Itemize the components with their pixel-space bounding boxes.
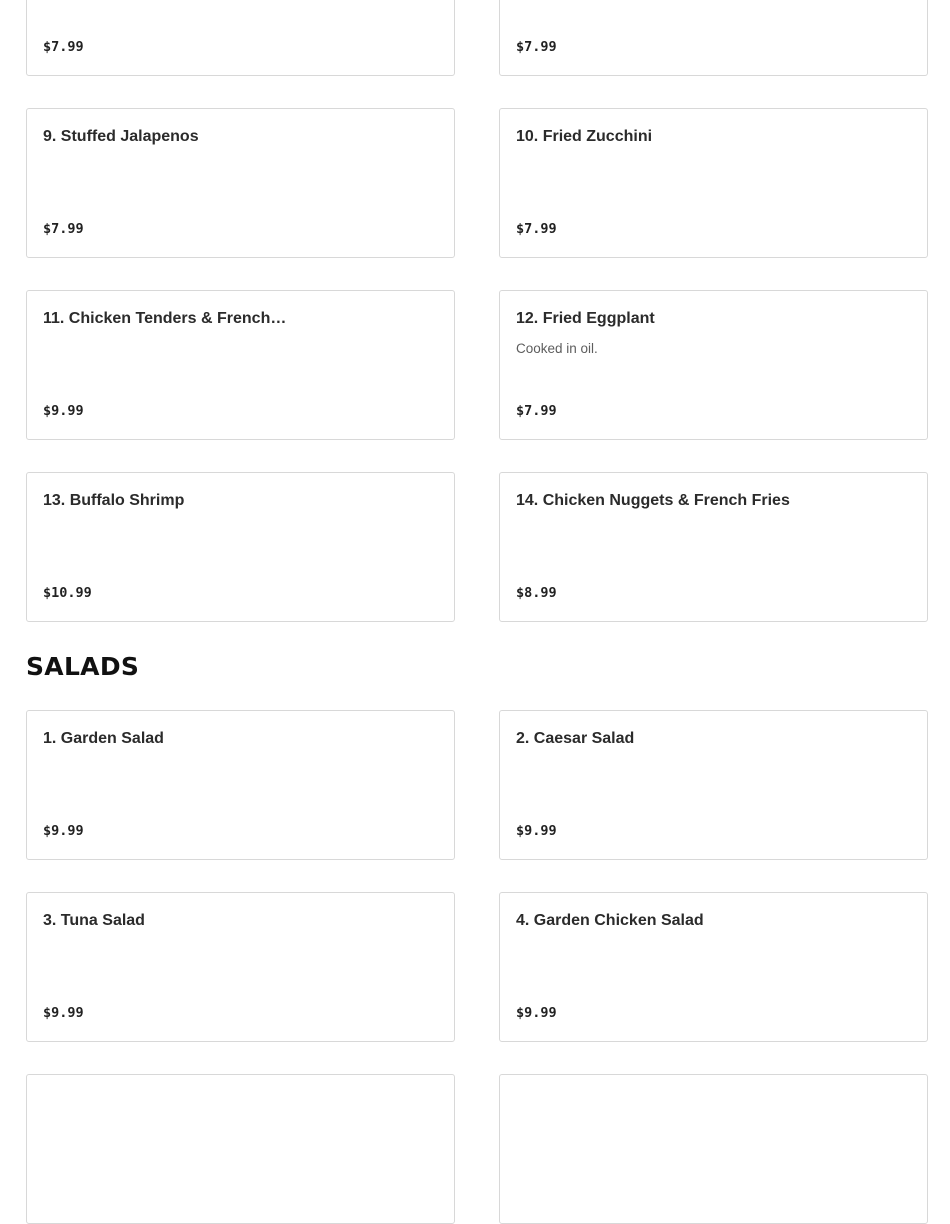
- menu-item-card[interactable]: [26, 710, 455, 860]
- menu-item-price: $9.99: [43, 823, 84, 839]
- menu-item-name: 11. Chicken Tenders & French…: [43, 310, 287, 327]
- menu-item-card[interactable]: [26, 892, 455, 1042]
- menu-item-price: $7.99: [516, 39, 557, 55]
- menu-item-name: 1. Garden Salad: [43, 730, 164, 747]
- menu-item-card[interactable]: [499, 1074, 928, 1224]
- menu-item-name: 13. Buffalo Shrimp: [43, 492, 185, 509]
- menu-item-card[interactable]: [26, 290, 455, 440]
- menu-item-card[interactable]: [26, 0, 455, 76]
- menu-item-price: $7.99: [516, 403, 557, 419]
- section-title-salads: SALADS: [26, 652, 140, 681]
- menu-item-card[interactable]: [26, 1074, 455, 1224]
- menu-item-price: $9.99: [43, 1005, 84, 1021]
- menu-item-card[interactable]: [499, 472, 928, 622]
- menu-item-card[interactable]: [499, 290, 928, 440]
- menu-item-card[interactable]: [26, 472, 455, 622]
- menu-item-price: $7.99: [516, 221, 557, 237]
- menu-item-name: 10. Fried Zucchini: [516, 128, 653, 145]
- menu-item-name: 4. Garden Chicken Salad: [516, 912, 704, 929]
- menu-item-card[interactable]: [499, 892, 928, 1042]
- menu-item-price: $7.99: [43, 221, 84, 237]
- menu-item-price: $9.99: [516, 1005, 557, 1021]
- menu-item-card[interactable]: [499, 108, 928, 258]
- menu-item-price: $9.99: [43, 403, 84, 419]
- menu-item-name: 9. Stuffed Jalapenos: [43, 128, 199, 145]
- menu-item-name: 3. Tuna Salad: [43, 912, 145, 929]
- menu-item-price: $10.99: [43, 585, 92, 601]
- menu-item-price: $9.99: [516, 823, 557, 839]
- menu-item-name: 14. Chicken Nuggets & French Fries: [516, 492, 790, 509]
- menu-item-price: $7.99: [43, 39, 84, 55]
- menu-item-card[interactable]: [499, 710, 928, 860]
- menu-item-name: 12. Fried Eggplant: [516, 310, 655, 327]
- menu-item-card[interactable]: [26, 108, 455, 258]
- menu-item-name: 2. Caesar Salad: [516, 730, 635, 747]
- menu-item-card[interactable]: [499, 0, 928, 76]
- menu-item-price: $8.99: [516, 585, 557, 601]
- menu-item-description: Cooked in oil.: [516, 341, 598, 356]
